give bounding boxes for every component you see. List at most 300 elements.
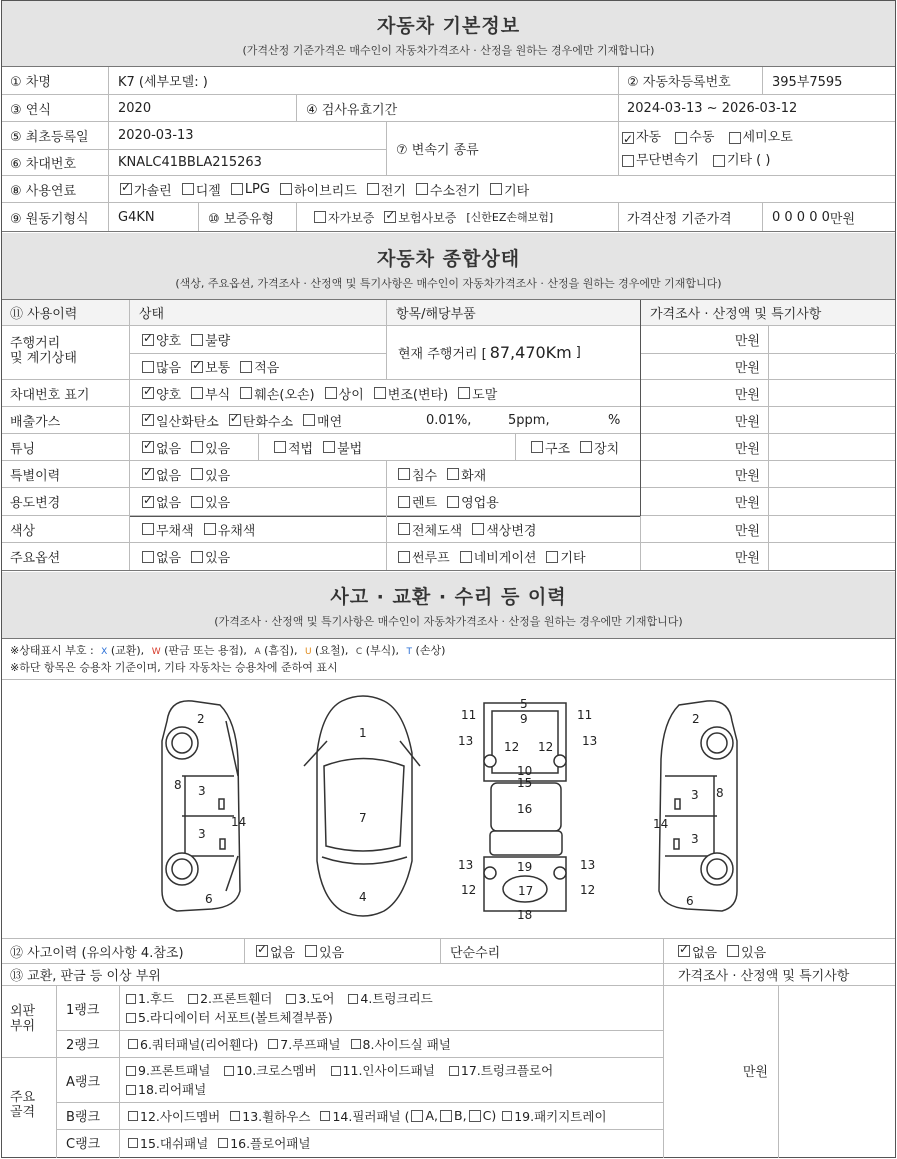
legend-row [10, 643, 445, 660]
special-none-label: 없음 [156, 468, 182, 484]
fuel-other-label: 기타 [504, 183, 530, 199]
fuel-electric-option[interactable] [361, 180, 406, 199]
vinmark-diff-option[interactable] [319, 384, 364, 403]
trans-auto-checkbox[interactable] [622, 132, 634, 144]
options-none-checkbox[interactable] [142, 551, 154, 563]
fuel-hybrid-option[interactable] [274, 180, 357, 199]
part-quarter-panel[interactable] [128, 1035, 258, 1053]
part-roof-panel[interactable] [262, 1035, 340, 1053]
mileage-many-checkbox[interactable] [142, 361, 154, 373]
repair-none-checkbox[interactable] [678, 945, 690, 957]
trans-semi-option[interactable] [723, 128, 793, 148]
part-radiator-support-checkbox[interactable] [126, 1013, 136, 1023]
tuning-struct-checkbox[interactable] [531, 441, 543, 453]
col-state: 상태 [139, 307, 165, 322]
accident-yes-option[interactable] [299, 942, 344, 961]
options-yes-option[interactable] [185, 547, 230, 566]
legend-text-t: (손상) [415, 644, 446, 657]
options-sunroof-checkbox[interactable] [398, 551, 410, 563]
color-change-label: 색상변경 [486, 523, 537, 539]
pillar-c-checkbox[interactable] [469, 1110, 481, 1122]
fuel-lpg-checkbox[interactable] [231, 183, 243, 195]
trans-semi-checkbox[interactable] [729, 132, 741, 144]
svg-text:13: 13 [458, 734, 474, 748]
part-trunk-floor[interactable] [443, 1062, 553, 1080]
tuning-struct-option[interactable] [525, 438, 570, 457]
purpose-rent-label: 렌트 [412, 496, 438, 511]
mileage-bad-checkbox[interactable] [191, 334, 203, 346]
fuel-lpg-option[interactable] [225, 182, 270, 197]
tuning-legal-checkbox[interactable] [274, 441, 286, 453]
part-inside-panel[interactable] [325, 1062, 435, 1080]
overall-title: 자동차 종합상태 [376, 248, 521, 270]
tuning-none-option[interactable] [142, 438, 181, 457]
tuning-device-option[interactable] [574, 438, 619, 457]
legend-text-u: (요철), [315, 644, 349, 657]
mileage-many-option[interactable] [142, 357, 181, 376]
basic-info-title: 자동차 기본정보 [376, 15, 521, 37]
accident-yes-checkbox[interactable] [305, 945, 317, 957]
svg-text:18: 18 [517, 908, 533, 922]
vehicle-condition-form [1, 0, 896, 1158]
price-basis-value [764, 203, 855, 231]
row-vinmark [2, 380, 895, 407]
vinmark-label: 차대번호 표기 [10, 387, 90, 403]
warranty-label: ⑩ 보증유형 [208, 211, 275, 227]
part-rear-panel-label: 18.리어패널 [138, 1082, 207, 1097]
purpose-label: 용도변경 [10, 496, 61, 511]
svg-text:11: 11 [461, 708, 477, 722]
rank2-items [120, 1030, 455, 1057]
mileage-unit-1: 만원 [734, 334, 760, 349]
svg-text:4: 4 [359, 890, 367, 904]
tuning-device-checkbox[interactable] [580, 441, 592, 453]
tuning-legal-options [260, 434, 366, 460]
mileage-good-option[interactable] [142, 330, 181, 349]
svg-text:15: 15 [517, 776, 533, 790]
repair-yes-option[interactable] [721, 942, 766, 961]
part-door[interactable] [280, 990, 334, 1008]
part-side-member-label: 12.사이드멤버 [140, 1108, 221, 1124]
accident-history-label: ⑫ 사고이력 (유의사항 4.참조) [10, 945, 184, 961]
options-none-option[interactable] [142, 547, 181, 566]
accident-none-option[interactable] [256, 942, 295, 961]
special-yes-checkbox[interactable] [191, 468, 203, 480]
row-accident-history [2, 938, 895, 964]
part-inside-panel-label: 11.인사이드패널 [342, 1063, 435, 1078]
purpose-rent-option[interactable] [398, 492, 437, 511]
color-achromatic-option[interactable] [142, 520, 194, 539]
mileage-unit-2: 만원 [734, 361, 760, 376]
svg-text:3: 3 [198, 784, 206, 798]
car-diagram [2, 681, 897, 937]
first-reg-value: 2020-03-13 [118, 128, 194, 143]
color-change-option[interactable] [466, 520, 536, 539]
part-front-panel-checkbox[interactable] [126, 1066, 136, 1076]
emission-hc-checkbox[interactable] [229, 414, 241, 426]
left-side-view [162, 701, 240, 911]
fuel-diesel-option[interactable] [176, 180, 221, 199]
options-navi-checkbox[interactable] [460, 551, 472, 563]
warranty-insurer-checkbox[interactable] [384, 211, 396, 223]
special-fire-option[interactable] [441, 465, 486, 484]
fuel-other-option[interactable] [484, 180, 529, 199]
fuel-gasoline-option[interactable] [120, 180, 172, 199]
tuning-illegal-option[interactable] [317, 438, 362, 457]
purpose-none-label: 없음 [156, 496, 182, 511]
part-door-label: 3.도어 [298, 991, 335, 1006]
svg-text:12: 12 [504, 740, 520, 754]
part-roof-panel-checkbox[interactable] [268, 1039, 278, 1049]
basic-info-header [2, 1, 895, 67]
fuel-diesel-checkbox[interactable] [182, 183, 194, 195]
mileage-current-value: 87,470Km [489, 343, 572, 362]
vinmark-altered-checkbox[interactable] [374, 387, 386, 399]
color-change-options [390, 516, 540, 542]
fuel-other-checkbox[interactable] [490, 183, 502, 195]
options-other-checkbox[interactable] [546, 551, 558, 563]
purpose-none-checkbox[interactable] [142, 496, 154, 508]
parts-label: ⑬ 교환, 판금 등 이상 부위 [10, 969, 161, 984]
special-fire-checkbox[interactable] [447, 468, 459, 480]
special-yes-label: 있음 [205, 468, 231, 484]
vinmark-corrosion-option[interactable] [185, 384, 230, 403]
svg-text:14: 14 [231, 815, 247, 829]
legend-sym-t: T [406, 647, 413, 657]
options-other-option[interactable] [540, 547, 585, 566]
repair-yes-label: 있음 [741, 945, 767, 961]
purpose-rent-checkbox[interactable] [398, 496, 410, 508]
part-package-tray[interactable] [500, 1107, 606, 1125]
tuning-legal-option[interactable] [268, 438, 313, 457]
part-wheel-house-checkbox[interactable] [230, 1111, 240, 1121]
special-fire-label: 화재 [461, 468, 487, 484]
accident-legend [10, 643, 445, 676]
tuning-yes-label: 있음 [205, 441, 231, 457]
legend-sym-a: A [254, 647, 261, 657]
special-yes-option[interactable] [185, 465, 230, 484]
overall-col-headers [2, 300, 895, 326]
repair-none-label: 없음 [692, 945, 718, 961]
part-dash-panel[interactable] [128, 1134, 208, 1152]
purpose-business-option[interactable] [441, 492, 499, 511]
warranty-self-checkbox[interactable] [314, 211, 326, 223]
main-frame-label: 주요 골격 [10, 1090, 36, 1120]
accident-yes-label: 있음 [319, 945, 345, 961]
svg-text:2: 2 [692, 712, 700, 726]
color-full-paint-checkbox[interactable] [398, 523, 410, 535]
svg-text:12: 12 [461, 883, 477, 897]
emission-value-2: 5ppm, [508, 412, 550, 428]
trans-auto-label: 자동 [636, 130, 662, 145]
tuning-legal-label: 적법 [288, 441, 314, 457]
row-mileage [2, 326, 895, 380]
emission-smoke-option[interactable] [297, 411, 342, 430]
emission-co-option[interactable] [142, 411, 219, 430]
pillar-close: ) [491, 1108, 497, 1123]
tuning-label: 튜닝 [10, 441, 36, 457]
mileage-few-label: 적음 [254, 361, 280, 376]
warranty-options [300, 203, 553, 231]
part-trunk-lid-checkbox[interactable] [348, 994, 358, 1004]
vinmark-damage-checkbox[interactable] [240, 387, 252, 399]
color-full-paint-label: 전체도색 [412, 523, 463, 539]
fuel-lpg-label: LPG [244, 181, 270, 197]
row-parts-header [2, 964, 895, 986]
color-chromatic-label: 유채색 [217, 523, 256, 539]
fuel-hydrogen-label: 수소전기 [429, 183, 481, 199]
part-rear-panel-checkbox[interactable] [126, 1085, 136, 1095]
simple-repair-label: 단순수리 [450, 945, 501, 961]
fuel-hydrogen-option[interactable] [410, 180, 480, 199]
part-side-member-checkbox[interactable] [128, 1111, 138, 1121]
engine-value: G4KN [118, 209, 155, 225]
pillar-a-checkbox[interactable] [411, 1110, 423, 1122]
emission-hc-label: 탄화수소 [242, 414, 294, 430]
tuning-illegal-checkbox[interactable] [323, 441, 335, 453]
trans-other-option[interactable] [707, 151, 771, 171]
part-trunk-lid[interactable] [342, 990, 432, 1008]
fuel-hybrid-label: 하이브리드 [293, 183, 357, 199]
price-basis-unit: 만원 [829, 211, 856, 227]
col-item: 항목/해당부품 [396, 307, 476, 322]
svg-text:5: 5 [520, 697, 528, 711]
part-quarter-panel-checkbox[interactable] [128, 1039, 138, 1049]
emission-smoke-checkbox[interactable] [303, 414, 315, 426]
svg-text:3: 3 [198, 827, 206, 841]
rank2-label: 2랭크 [66, 1038, 100, 1053]
part-floor-panel-label: 16.플로어패널 [230, 1135, 311, 1151]
purpose-business-label: 영업용 [461, 496, 499, 511]
svg-text:1: 1 [359, 726, 367, 740]
warranty-self-option[interactable] [308, 209, 374, 226]
warranty-self-label: 자가보증 [328, 210, 375, 225]
trans-cvt-label: 무단변속기 [636, 153, 699, 168]
special-none-option[interactable] [142, 465, 181, 484]
svg-text:10: 10 [517, 764, 533, 778]
vinmark-unit: 만원 [734, 387, 760, 403]
svg-text:8: 8 [716, 786, 724, 800]
reg-number-value: 395부7595 [772, 75, 843, 90]
tuning-yes-option[interactable] [185, 438, 230, 457]
rank1-label: 1랭크 [66, 1002, 100, 1018]
part-inside-panel-checkbox[interactable] [331, 1066, 341, 1076]
mileage-normal-label: 보통 [205, 361, 231, 376]
mileage-current-label: 현재 주행거리 [ [398, 347, 487, 362]
emission-co-checkbox[interactable] [142, 414, 154, 426]
special-none-checkbox[interactable] [142, 468, 154, 480]
trans-semi-label: 세미오토 [742, 130, 793, 145]
svg-text:13: 13 [582, 734, 598, 748]
part-trunk-lid-label: 4.트렁크리드 [360, 991, 433, 1006]
tuning-struct-label: 구조 [545, 441, 571, 457]
part-front-fender-checkbox[interactable] [188, 994, 198, 1004]
vinmark-corrosion-checkbox[interactable] [191, 387, 203, 399]
trans-manual-label: 수동 [689, 130, 715, 145]
purpose-yes-option[interactable] [185, 492, 230, 511]
svg-text:8: 8 [174, 778, 182, 792]
mileage-normal-checkbox[interactable] [191, 361, 203, 373]
overall-subtitle: (색상, 주요옵션, 가격조사 · 산정액 및 특기사항은 매수인이 자동차가격조사 · 산정을 원하는 경우에만 기재합니다) [175, 277, 722, 290]
part-cross-member[interactable] [218, 1062, 316, 1080]
part-trunk-floor-label: 17.트렁크플로어 [460, 1063, 554, 1078]
part-floor-panel-checkbox[interactable] [218, 1138, 228, 1148]
part-pillar-panel[interactable] [314, 1107, 496, 1125]
row-purpose [2, 488, 895, 516]
trans-other-checkbox[interactable] [713, 155, 725, 167]
part-front-fender[interactable] [182, 990, 272, 1008]
legend-text-a: (흠집), [264, 644, 298, 657]
color-chromatic-checkbox[interactable] [204, 523, 216, 535]
mileage-good-checkbox[interactable] [142, 334, 154, 346]
special-flood-checkbox[interactable] [398, 468, 410, 480]
special-flood-option[interactable] [398, 465, 437, 484]
special-flood-label: 침수 [412, 468, 438, 484]
mileage-state-2 [134, 353, 283, 380]
car-name-value: K7 (세부모델: ) [118, 75, 208, 90]
mileage-good-label: 양호 [156, 334, 182, 349]
svg-text:12: 12 [580, 883, 596, 897]
part-hood-checkbox[interactable] [126, 994, 136, 1004]
part-side-member[interactable] [128, 1107, 220, 1125]
part-cross-member-checkbox[interactable] [224, 1066, 234, 1076]
tuning-options [134, 434, 234, 460]
svg-text:14: 14 [653, 817, 669, 831]
row-car-name [2, 67, 895, 95]
row-fuel [2, 176, 895, 203]
options-navi-option[interactable] [454, 547, 537, 566]
svg-text:7: 7 [359, 811, 367, 825]
tuning-yes-checkbox[interactable] [191, 441, 203, 453]
emission-value-1: 0.01%, [426, 412, 472, 428]
part-pillar-panel-checkbox[interactable] [320, 1111, 330, 1121]
accident-none-checkbox[interactable] [256, 945, 268, 957]
color-unit: 만원 [734, 523, 760, 539]
row-color [2, 516, 895, 543]
svg-text:9: 9 [520, 712, 528, 726]
row-options [2, 543, 895, 571]
options-sunroof-option[interactable] [398, 547, 450, 566]
legend-prefix: ※상태표시 부호 : [10, 644, 94, 657]
trans-auto-option[interactable] [622, 128, 661, 148]
part-side-sill-checkbox[interactable] [351, 1039, 361, 1049]
part-cross-member-label: 10.크로스멤버 [236, 1063, 317, 1078]
color-change-checkbox[interactable] [472, 523, 484, 535]
part-side-sill[interactable] [345, 1035, 451, 1053]
accident-history-options [248, 939, 348, 963]
vinmark-good-checkbox[interactable] [142, 387, 154, 399]
purpose-business-checkbox[interactable] [447, 496, 459, 508]
vinmark-diff-checkbox[interactable] [325, 387, 337, 399]
part-wheel-house[interactable] [224, 1107, 310, 1125]
trans-manual-option[interactable] [669, 128, 714, 148]
vinmark-altered-label: 변조(변타) [387, 387, 449, 403]
repair-yes-checkbox[interactable] [727, 945, 739, 957]
part-trunk-floor-checkbox[interactable] [449, 1066, 459, 1076]
part-door-checkbox[interactable] [286, 994, 296, 1004]
vin-label: ⑥ 차대번호 [10, 157, 77, 172]
fuel-hybrid-checkbox[interactable] [280, 183, 292, 195]
vinmark-smear-checkbox[interactable] [458, 387, 470, 399]
part-dash-panel-label: 15.대쉬패널 [140, 1135, 209, 1151]
part-radiator-support-label: 5.라디에이터 서포트(볼트체결부품) [138, 1010, 333, 1025]
emission-hc-option[interactable] [223, 411, 293, 430]
repair-none-option[interactable] [678, 942, 717, 961]
fuel-electric-checkbox[interactable] [367, 183, 379, 195]
row-emission [2, 407, 895, 434]
part-package-tray-checkbox[interactable] [502, 1111, 512, 1121]
special-options [134, 461, 234, 487]
vinmark-damage-option[interactable] [234, 384, 314, 403]
options-sunroof-label: 썬루프 [412, 551, 450, 566]
mileage-current-close: ] [575, 345, 581, 360]
svg-text:13: 13 [458, 858, 474, 872]
rankA-label: A랭크 [66, 1074, 101, 1090]
vinmark-altered-option[interactable] [368, 384, 448, 403]
options-yes-checkbox[interactable] [191, 551, 203, 563]
vinmark-smear-option[interactable] [452, 384, 497, 403]
rankC-label: C랭크 [66, 1137, 101, 1152]
pillar-b-checkbox[interactable] [440, 1110, 452, 1122]
purpose-options [134, 488, 234, 515]
part-radiator-support[interactable] [126, 1009, 333, 1027]
part-roof-panel-label: 7.루프패널 [280, 1036, 341, 1052]
trans-manual-checkbox[interactable] [675, 132, 687, 144]
car-name-label: ① 차명 [10, 75, 51, 90]
year-value: 2020 [118, 100, 152, 116]
rankB-items [120, 1102, 611, 1129]
svg-text:16: 16 [517, 802, 533, 816]
row-year [2, 95, 895, 122]
svg-text:3: 3 [691, 832, 699, 846]
warranty-insurer-option[interactable] [378, 209, 456, 226]
fuel-gasoline-checkbox[interactable] [120, 183, 132, 195]
mileage-bad-option[interactable] [185, 330, 230, 349]
options-type-options [390, 543, 590, 570]
tuning-none-checkbox[interactable] [142, 441, 154, 453]
reg-number-label: ② 자동차등록번호 [627, 75, 731, 90]
part-floor-panel[interactable] [212, 1134, 310, 1152]
part-front-panel[interactable] [126, 1062, 210, 1080]
mileage-normal-option[interactable] [185, 357, 230, 376]
svg-text:2: 2 [197, 712, 205, 726]
fuel-hydrogen-checkbox[interactable] [416, 183, 428, 195]
vinmark-damage-label: 훼손(오손) [254, 387, 315, 403]
part-hood[interactable] [126, 990, 174, 1008]
color-full-paint-option[interactable] [398, 520, 462, 539]
color-achromatic-checkbox[interactable] [142, 523, 154, 535]
pillar-c-label: C [482, 1108, 492, 1123]
rank1-items [126, 990, 437, 1028]
color-chromatic-option[interactable] [198, 520, 256, 539]
mileage-few-option[interactable] [234, 357, 279, 376]
trans-other-label: 기타 ( ) [726, 153, 771, 168]
mileage-few-checkbox[interactable] [240, 361, 252, 373]
vinmark-good-option[interactable] [142, 384, 181, 403]
trans-cvt-option[interactable] [622, 151, 699, 171]
price-basis-number: 0 0 0 0 0 [772, 209, 830, 225]
trans-cvt-checkbox[interactable] [622, 155, 634, 167]
part-rear-panel[interactable] [126, 1081, 206, 1099]
part-dash-panel-checkbox[interactable] [128, 1138, 138, 1148]
vinmark-diff-label: 상이 [338, 387, 364, 403]
purpose-yes-checkbox[interactable] [191, 496, 203, 508]
options-label: 주요옵션 [10, 551, 61, 566]
options-none-label: 없음 [156, 551, 182, 566]
emission-smoke-label: 매연 [317, 414, 343, 430]
purpose-none-option[interactable] [142, 492, 181, 511]
col-price: 가격조사 · 산정액 및 특기사항 [650, 307, 822, 322]
